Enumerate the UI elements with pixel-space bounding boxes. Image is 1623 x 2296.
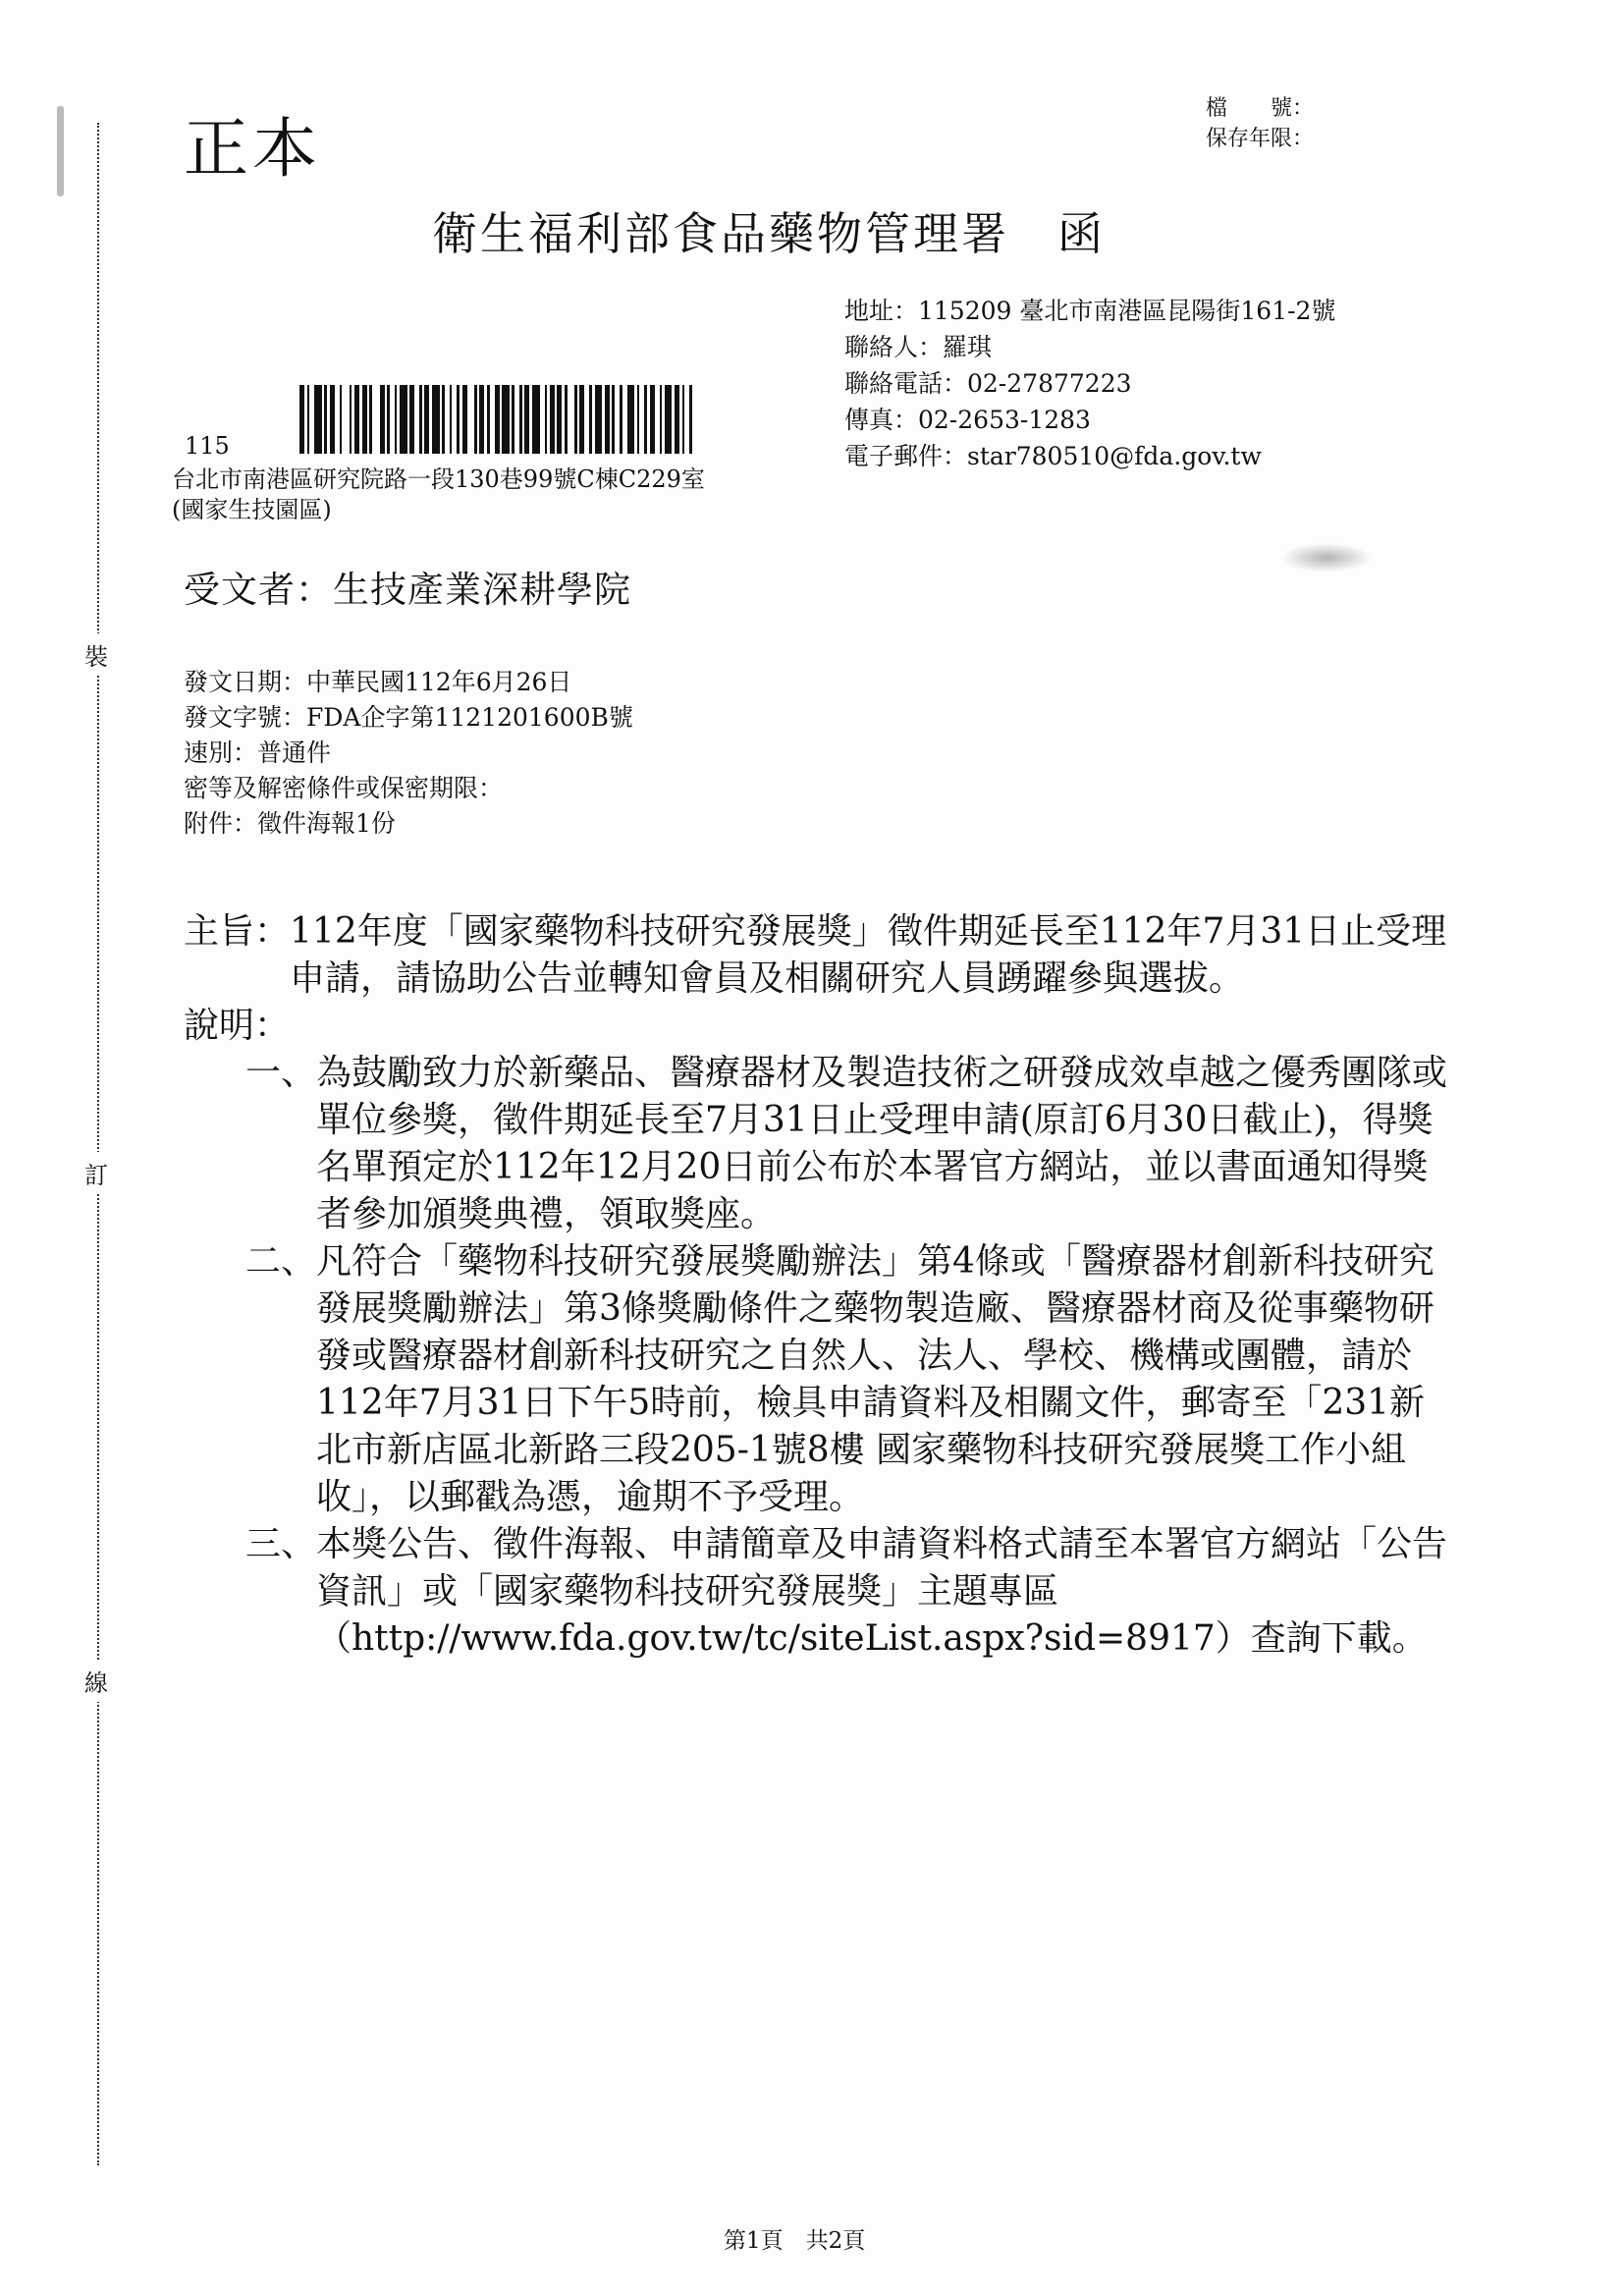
barcode-bar	[595, 385, 603, 454]
barcode-bar	[342, 385, 350, 454]
explanation-item	[184, 1521, 1460, 1663]
item-number: 三、	[244, 1524, 316, 1564]
barcode-bar	[400, 385, 407, 454]
mailing-address	[172, 465, 705, 525]
item-text: 本獎公告、徵件海報、申請簡章及申請資料格式請至本署官方網站「公告資訊」或「國家藥物科技研究發展獎」主題專區（http://www.fda.gov.tw/tc/siteList.aspx?sid=8917）查詢下載。	[316, 1524, 1448, 1659]
binding-char-xian: 線	[84, 1660, 108, 1702]
barcode-bar	[467, 385, 475, 454]
binding-char-zhuang: 裝	[84, 633, 108, 676]
barcode-bar	[372, 385, 380, 454]
binding-line	[97, 123, 99, 2165]
postal-barcode	[299, 385, 697, 454]
contact-block	[844, 293, 1335, 474]
explanation-item	[184, 1238, 1460, 1521]
contact-email: 電子郵件：star780510@fda.gov.tw	[844, 442, 1262, 470]
issue-date: 發文日期：中華民國112年6月26日	[184, 668, 572, 696]
mailing-address-line1: 台北市南港區研究院路一段130巷99號C棟C229室	[172, 465, 705, 493]
item-number: 一、	[244, 1053, 316, 1093]
barcode-bar	[627, 385, 635, 454]
contact-address: 地址：115209 臺北市南港區昆陽街161-2號	[844, 297, 1336, 325]
barcode-bar	[432, 385, 440, 454]
item-text: 凡符合「藥物科技研究發展獎勵辦法」第4條或「醫療器材創新科技研究發展獎勵辦法」第3條獎勵條件之藥物製造廠、醫療器材商及從事藥物研發或醫療器材創新科技研究之自然人、法人、學校、機構或團體，請於112年7月31日下午5時前，檢具申請資料及相關文件，郵寄至「231新北市新店區北新路三段205-1號8樓 國家藥物科技研究發展獎工作小組收」，以郵戳為憑，逾期不予受理。	[316, 1241, 1434, 1517]
barcode-bar	[532, 385, 540, 454]
explanation-item	[184, 1050, 1460, 1238]
barcode-bar	[665, 385, 673, 454]
document-number: 發文字號：FDA企字第1121201600B號	[184, 703, 633, 732]
file-number-label: 檔 號：	[1206, 96, 1315, 121]
mailing-zip: 115	[185, 432, 230, 460]
item-text: 為鼓勵致力於新藥品、醫療器材及製造技術之研發成效卓越之優秀團隊或單位參獎，徵件期延長至7月31日止受理申請(原訂6月30日截止)，得獎名單預定於112年12月20日前公布於本署官方網站，並以書面通知得獎者參加頒獎典禮，領取獎座。	[316, 1053, 1448, 1234]
explanation-label: 說明：	[184, 1006, 291, 1046]
mailing-address-line2: (國家生技園區)	[172, 496, 332, 523]
recipient: 受文者：生技產業深耕學院	[184, 569, 631, 611]
contact-fax: 傳真：02-2653-1283	[844, 406, 1091, 434]
barcode-bar	[502, 385, 510, 454]
subject-label: 主旨：	[184, 911, 291, 952]
subject-text: 112年度「國家藥物科技研究發展獎」徵件期延長至112年7月31日止受理申請，請協助公告並轉知會員及相關研究人員踴躍參與選拔。	[290, 911, 1447, 999]
barcode-bar	[314, 385, 322, 454]
scan-smudge	[1281, 543, 1372, 573]
contact-phone: 聯絡電話：02-27877223	[844, 369, 1132, 398]
attachment: 附件：徵件海報1份	[184, 809, 396, 838]
file-meta	[1206, 93, 1314, 154]
item-number: 二、	[244, 1241, 316, 1282]
secrecy-level: 密等及解密條件或保密期限：	[184, 774, 504, 802]
contact-person: 聯絡人：羅琪	[844, 333, 993, 361]
page-number: 第1頁 共2頁	[724, 2228, 866, 2254]
barcode-bar	[568, 385, 575, 454]
barcode-bar	[692, 385, 697, 454]
delivery-speed: 速別：普通件	[184, 738, 332, 767]
scan-artifact	[57, 106, 64, 196]
original-copy-seal: 正本	[184, 111, 321, 187]
retention-label: 保存年限：	[1206, 127, 1315, 151]
letter-body	[184, 908, 1460, 1663]
agency-title: 衛生福利部食品藥物管理署 函	[432, 207, 1106, 260]
binding-char-ding: 訂	[84, 1152, 108, 1194]
subject-section	[184, 908, 1460, 1003]
document-meta	[184, 665, 633, 842]
